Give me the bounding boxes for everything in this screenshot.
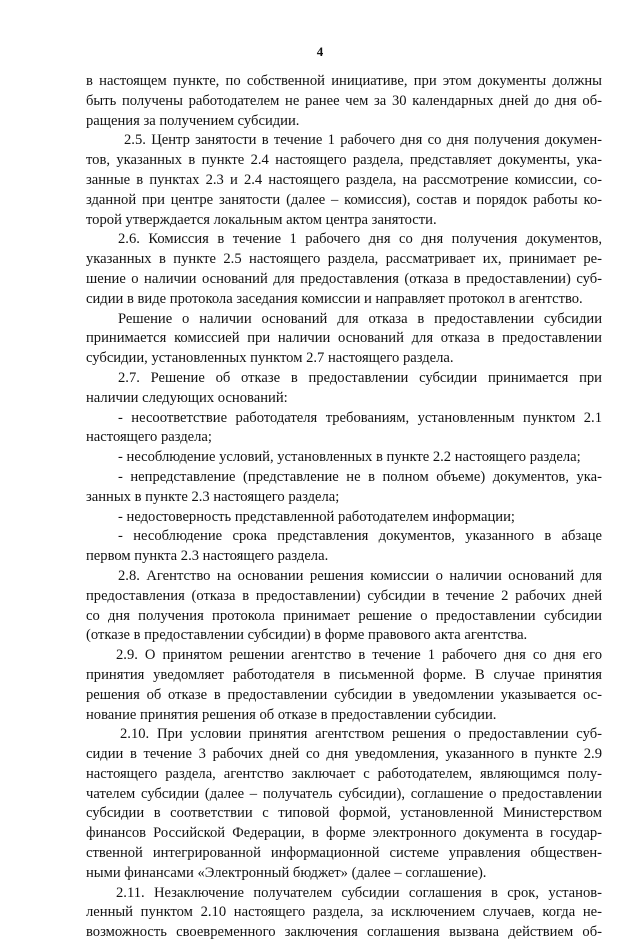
paragraph-2-9-line: 2.9. О принятом решении агентство в течение 1 рабочего дня со дня его <box>116 647 602 664</box>
text-line: сидии в течение 3 рабочих дней со дня уведомления, указанного в пункте 2.9 <box>86 746 602 763</box>
text-line: быть получены работодателем не ранее чем за 30 календарных дней до дня об- <box>86 92 602 109</box>
text-line: настоящего раздела; <box>86 429 212 446</box>
paragraph-2-6-line: 2.6. Комиссия в течение 1 рабочего дня со дня получения документов, <box>118 231 602 248</box>
text-line: (отказе в предоставлении субсидии) в форме правового акта агентства. <box>86 627 528 644</box>
text-line: финансов Российской Федерации, в форме электронного документа в государ- <box>86 825 602 842</box>
paragraph-line: Решение о наличии оснований для отказа в предоставлении субсидии <box>118 310 602 327</box>
text-line: ными финансами «Электронный бюджет» (далее – соглашение). <box>86 864 487 881</box>
text-line: решения об отказе в предоставлении субсидии в уведомлении указывается ос- <box>86 686 602 703</box>
text-line: настоящего раздела, агентство заключает с работодателем, являющимся полу- <box>86 765 602 782</box>
list-item-line: - непредставление (представление не в полном объеме) документов, ука- <box>118 468 602 485</box>
list-item-line: - недостоверность представленной работодателем информации; <box>118 508 515 525</box>
text-line: принимается комиссией при наличии оснований для отказа в предоставлении <box>86 330 602 347</box>
text-line: субсидии в соответствии с типовой формой, установленной Министерством <box>86 805 602 822</box>
text-line: зданной при центре занятости (далее – комиссия), состав и порядок работы ко- <box>86 191 602 208</box>
page-number: 4 <box>316 44 324 59</box>
paragraph-2-5-line: 2.5. Центр занятости в течение 1 рабочего дня со дня получения докумен- <box>124 132 602 149</box>
paragraph-2-8-line: 2.8. Агентство на основании решения комиссии о наличии оснований для <box>118 567 602 584</box>
text-line: принятия уведомляет работодателя в письменной форме. В случае принятия <box>86 666 602 683</box>
text-line: сидии в виде протокола заседания комиссии и направляет протокол в агентство. <box>86 290 583 307</box>
text-line: возможность своевременного заключения соглашения вызвана действием об- <box>86 924 602 941</box>
text-line: субсидии, установленных пунктом 2.7 настоящего раздела. <box>86 350 454 367</box>
text-line: занных в пункте 2.3 настоящего раздела; <box>86 488 340 505</box>
text-line: тов, указанных в пункте 2.4 настоящего раздела, представляет документы, ука- <box>86 152 602 169</box>
paragraph-2-11-line: 2.11. Незаключение получателем субсидии соглашения в срок, установ- <box>116 884 602 901</box>
text-line: ращения за получением субсидии. <box>86 112 300 129</box>
text-line: первом пункта 2.3 настоящего раздела. <box>86 548 329 565</box>
text-line: в настоящем пункте, по собственной инициативе, при этом документы должны <box>86 73 602 89</box>
document-body <box>86 72 602 943</box>
paragraph-2-7-line: 2.7. Решение об отказе в предоставлении субсидии принимается при <box>118 369 602 386</box>
text-line: шение о наличии оснований для предоставления (отказа в предоставлении) суб- <box>86 270 602 287</box>
text-line: со дня получения протокола принимает решение о предоставлении субсидии <box>86 607 602 624</box>
paragraph-2-10-line: 2.10. При условии принятия агентством решения о предоставлении суб- <box>120 726 602 743</box>
text-line: наличии следующих оснований: <box>86 389 288 406</box>
text-line: нование принятия решения об отказе в предоставлении субсидии. <box>86 706 497 723</box>
text-line: указанных в пункте 2.5 настоящего раздела, рассматривает их, принимает ре- <box>86 251 602 268</box>
text-line: ственной интегрированной информационной системе управления обществен- <box>86 845 602 862</box>
text-line: занные в пунктах 2.3 и 2.4 настоящего раздела, на рассмотрение комиссии, со- <box>86 171 602 188</box>
list-item-line: - несоответствие работодателя требованиям, установленным пунктом 2.1 <box>118 409 602 426</box>
text-line: чателем субсидии (далее – получатель субсидии), соглашение о предоставлении <box>86 785 602 802</box>
text-line: предоставления (отказа в предоставлении) субсидии в течение 2 рабочих дней <box>86 587 602 604</box>
text-line: ленный пунктом 2.10 настоящего раздела, за исключением случаев, когда не- <box>86 904 602 921</box>
list-item-line: - несоблюдение условий, установленных в пункте 2.2 настоящего раздела; <box>118 449 581 466</box>
text-line: торой утверждается локальным актом центра занятости. <box>86 211 437 228</box>
list-item-line: - несоблюдение срока представления документов, указанного в абзаце <box>118 528 602 545</box>
